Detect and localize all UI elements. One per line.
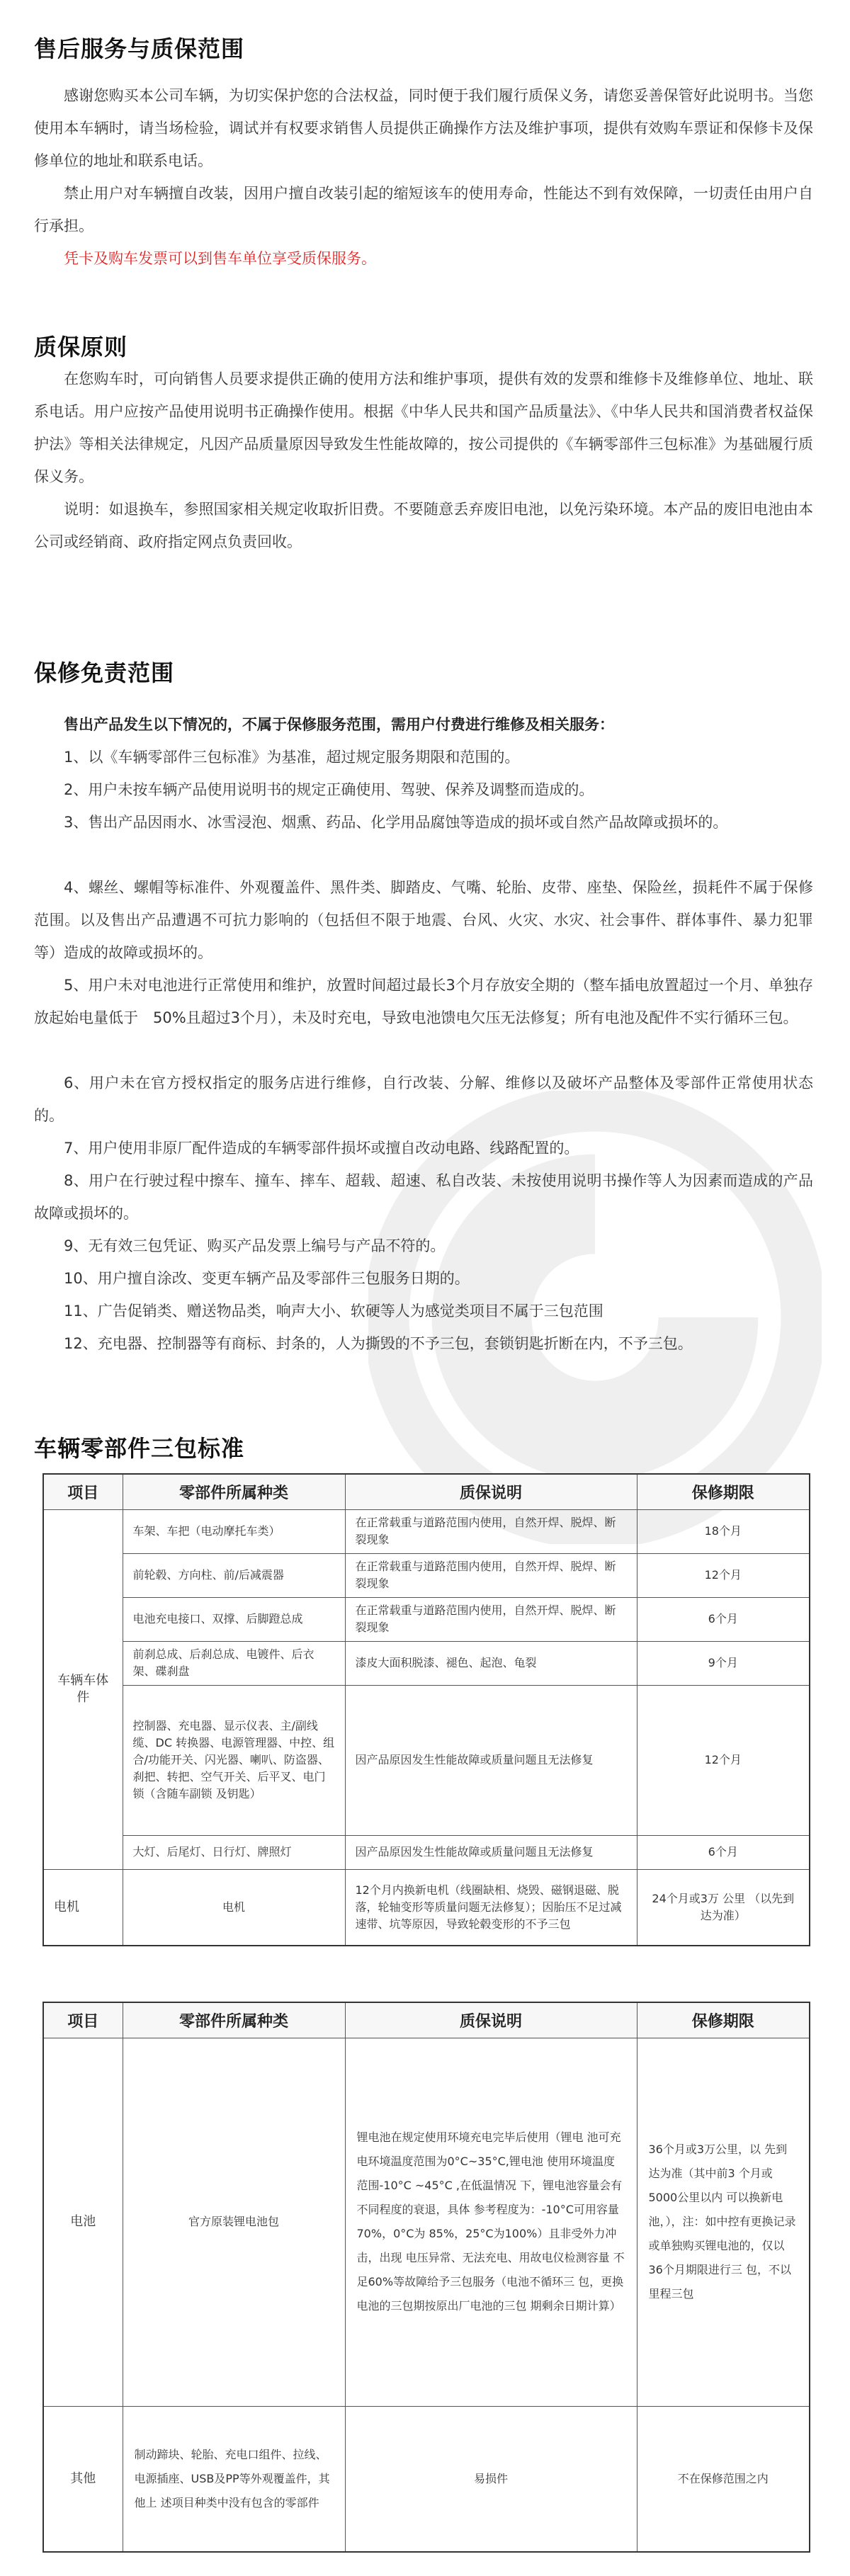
row-period: 6个月 [637,1597,810,1641]
row-desc: 漆皮大面积脱漆、褪色、起泡、龟裂 [345,1641,637,1685]
row-parts: 控制器、充电器、显示仪表、主/副线缆、DC 转换器、电源管理器、中控、组合/功能开关、闪光器、喇叭、防盗器、刹把、转把、空气开关、后平叉、电门锁（含随车副锁 及钥匙） [123,1685,345,1835]
row-parts: 前轮毂、方向柱、前/后减震器 [123,1553,345,1597]
row-desc: 锂电池在规定使用环境充电完毕后使用（锂电 池可充电环境温度范围为0°C~35°C,锂电池 使用环境温度范围-10°C ~45°C ,在低温情况 下，锂电池容量会有不同程度的衰退，具体 参考程度为：-10°C可用容量70%，0°C为 85%，25°C为100%）且非受外力冲击，出现 电压异常、无法充电、用故电仪检测容量 不 足60%等故障给予三包服务（电池不循环三 包，更换电池的三包期按原出厂电池的三包 期剩余日期计算） [345,2038,637,2406]
table-row [43,1597,810,1641]
section-title-exemptions: 保修免责范围 [34,659,175,686]
table-row [43,1509,810,1553]
table-row-other [43,2406,810,2552]
exemption-item-9: 9、无有效三包凭证、购买产品发票上编号与产品不符的。 [64,1237,446,1254]
warranty-table-battery [42,2002,810,2553]
row-desc: 易损件 [345,2406,637,2552]
category-battery: 电池 [43,2038,123,2406]
exemption-item-11: 11、广告促销类、赠送物品类，响声大小、软硬等人为感觉类项目不属于三包范围 [64,1303,604,1320]
exemption-item-5: 5、用户未对电池进行正常使用和维护，放置时间超过最长3个月存放安全期的（整车插电放置超过一个月、单独存放起始电量低于 50%且超过3个月），未及时充电，导致电池馈电欠压无法修复；所有电池及配件不实行循环三包。 [34,977,813,1026]
row-desc: 在正常载重与道路范围内使用，自然开焊、脱焊、断裂现象 [345,1597,637,1641]
table-row [43,1553,810,1597]
exemptions-intro: 售出产品发生以下情况的，不属于保修服务范围，需用户付费进行维修及相关服务： [64,716,614,733]
row-desc: 在正常载重与道路范围内使用，自然开焊、脱焊、断裂现象 [345,1509,637,1553]
row-period: 24个月或3万 公里 （以先到达为准） [637,1869,810,1946]
exemption-item-12: 12、充电器、控制器等有商标、封条的，人为撕毁的不予三包，套锁钥匙折断在内，不予三包。 [64,1335,693,1352]
row-period: 12个月 [637,1685,810,1835]
section-title-after-sales: 售后服务与质保范围 [34,35,245,62]
row-parts: 大灯、后尾灯、日行灯、牌照灯 [123,1835,345,1869]
header-item: 项目 [43,2002,123,2038]
header-part-type: 零部件所属种类 [123,1474,345,1509]
row-parts: 车架、车把（电动摩托车类） [123,1509,345,1553]
exemption-item-10: 10、用户擅自涂改、变更车辆产品及零部件三包服务日期的。 [64,1270,470,1287]
header-item: 项目 [43,1474,123,1509]
header-warranty-period: 保修期限 [637,1474,810,1509]
exemption-item-8: 8、用户在行驶过程中擦车、撞车、摔车、超载、超速、私自改装、未按使用说明书操作等人为因素而造成的产品故障或损坏的。 [34,1172,813,1222]
row-desc: 因产品原因发生性能故障或质量问题且无法修复 [345,1835,637,1869]
exemption-item-3: 3、售出产品因雨水、冰雪浸泡、烟熏、药品、化学用品腐蚀等造成的损坏或自然产品故障或损坏的。 [64,814,728,831]
exemption-item-1: 1、以《车辆零部件三包标准》为基准，超过规定服务期限和范围的。 [64,749,520,766]
row-parts: 制动蹄块、轮胎、充电口组件、拉线、电源插座、USB及PP等外观覆盖件，其他上 述项目种类中没有包含的零部件 [123,2406,345,2552]
header-warranty-period: 保修期限 [637,2002,810,2038]
header-warranty-desc: 质保说明 [345,2002,637,2038]
exemption-item-6: 6、用户未在官方授权指定的服务店进行维修，自行改装、分解、维修以及破坏产品整体及零部件正常使用状态的。 [34,1074,813,1124]
table-row-motor [43,1869,810,1946]
row-period: 12个月 [637,1553,810,1597]
row-parts: 电机 [123,1869,345,1946]
paragraph-intro: 感谢您购买本公司车辆，为切实保护您的合法权益，同时便于我们履行质保义务，请您妥善保管好此说明书。当您使用本车辆时，请当场检验，调试并有权要求销售人员提供正确操作方法及维护事项，提供有效购车票证和保修卡及保修单位的地址和联系电话。 [34,87,813,169]
row-period: 36个月或3万公里，以 先到达为准（其中前3 个月或5000公里以内 可以换新电池，），注：如中控有更换记录 或单独购买锂电池的，仅以36个月期限进行三 包，不以里程三包 [637,2038,810,2406]
exemption-item-2: 2、用户未按车辆产品使用说明书的规定正确使用、驾驶、保养及调整而造成的。 [64,781,594,798]
paragraph-red-note: 凭卡及购车发票可以到售车单位享受质保服务。 [64,250,376,267]
header-part-type: 零部件所属种类 [123,2002,345,2038]
category-other: 其他 [43,2406,123,2552]
row-parts: 前刹总成、后刹总成、电镀件、后衣架、碟刹盘 [123,1641,345,1685]
row-period: 18个月 [637,1509,810,1553]
table-row-battery [43,2038,810,2406]
category-motor: 电机 [43,1869,123,1946]
table-row [43,1685,810,1835]
row-period: 9个月 [637,1641,810,1685]
row-period: 不在保修范围之内 [637,2406,810,2552]
paragraph-principle: 在您购车时，可向销售人员要求提供正确的使用方法和维护事项，提供有效的发票和维修卡及维修单位、地址、联系电话。用户应按产品使用说明书正确操作使用。根据《中华人民共和国产品质量法》、《中华人民共和国消费者权益保护法》等相关法律规定，凡因产品质量原因导致发生性能故障的，按公司提供的《车辆零部件三包标准》为基础履行质保义务。 [34,370,813,485]
table-row [43,1835,810,1869]
table-header-row [43,1474,810,1509]
section-title-principle: 质保原则 [34,334,128,361]
row-parts: 官方原装锂电池包 [123,2038,345,2406]
paragraph-modification: 禁止用户对车辆擅自改装，因用户擅自改装引起的缩短该车的使用寿命，性能达不到有效保障，一切责任由用户自行承担。 [34,185,813,234]
table-header-row [43,2002,810,2038]
table-row [43,1641,810,1685]
paragraph-note: 说明：如退换车，参照国家相关规定收取折旧费。不要随意丢弃废旧电池，以免污染环境。本产品的废旧电池由本公司或经销商、政府指定网点负责回收。 [34,501,813,550]
category-body: 车辆车体件 [43,1509,123,1869]
warranty-table-body-parts [42,1473,810,1946]
row-desc: 在正常载重与道路范围内使用，自然开焊、脱焊、断裂现象 [345,1553,637,1597]
exemption-item-7: 7、用户使用非原厂配件造成的车辆零部件损坏或擅自改动电路、线路配置的。 [64,1140,579,1157]
row-parts: 电池充电接口、双撑、后脚蹬总成 [123,1597,345,1641]
exemption-item-4: 4、螺丝、螺帽等标准件、外观覆盖件、黑件类、脚踏皮、气嘴、轮胎、皮带、座垫、保险丝，损耗件不属于保修范围。以及售出产品遭遇不可抗力影响的（包括但不限于地震、台风、火灾、水灾、社会事件、群体事件、暴力犯罪等）造成的故障或损坏的。 [34,879,813,961]
row-desc: 因产品原因发生性能故障或质量问题且无法修复 [345,1685,637,1835]
header-warranty-desc: 质保说明 [345,1474,637,1509]
row-desc: 12个月内换新电机（线圈缺相、烧毁、磁钢退磁、脱落，轮轴变形等质量问题无法修复）；因胎压不足过减速带、坑等原因，导致轮毂变形的不予三包 [345,1869,637,1946]
section-title-three-guarantees: 车辆零部件三包标准 [34,1435,245,1462]
row-period: 6个月 [637,1835,810,1869]
